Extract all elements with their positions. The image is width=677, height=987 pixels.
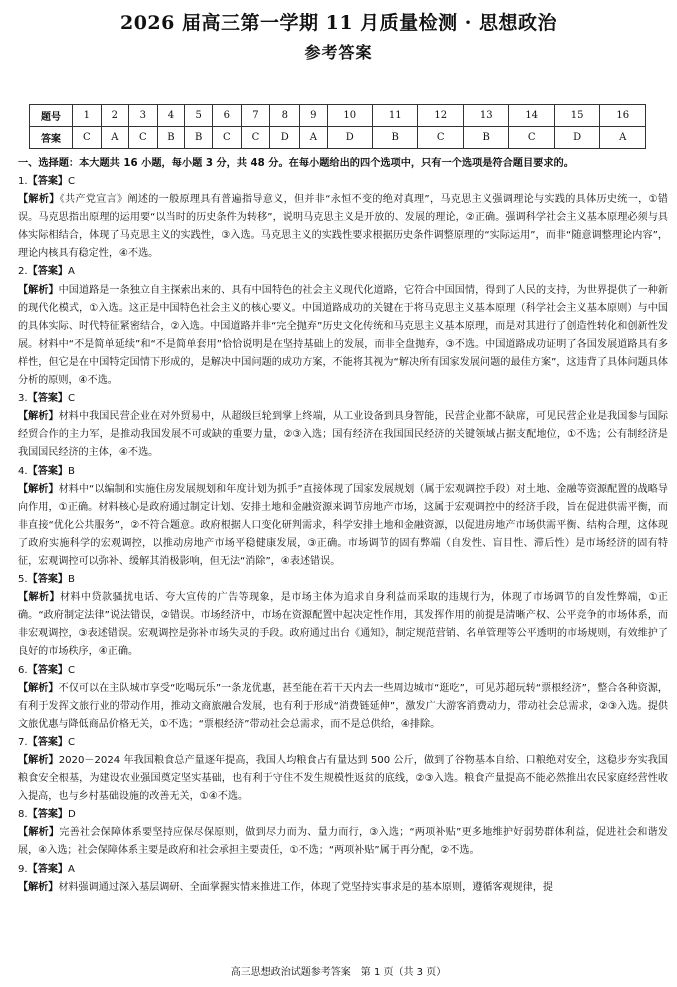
page-footer: 高三思想政治试题参考答案 第 1 页（共 3 页）: [230, 967, 447, 978]
row-label-answer: 答案: [30, 127, 73, 149]
answer-cell: A: [300, 127, 327, 149]
question-answer-line: [18, 662, 668, 680]
explanation-tag: 【解析】: [18, 411, 59, 423]
question-answer-line: [18, 390, 668, 408]
answer-letter: B: [68, 465, 75, 477]
answer-tag: 【答案】: [27, 664, 69, 676]
question-number: 4.: [18, 465, 28, 477]
answer-letter: B: [68, 574, 75, 586]
question-answer-line: [18, 173, 668, 191]
answer-cell: B: [185, 127, 213, 149]
answer-table-answer-row: [30, 127, 646, 149]
explanation-tag: 【解析】: [18, 881, 59, 893]
answer-table-number-row: [30, 105, 646, 127]
explanation-tag: 【解析】: [18, 592, 61, 604]
question-number: 7.: [18, 736, 28, 748]
explanation-tag: 【解析】: [18, 194, 60, 206]
explanation-paragraph: [18, 680, 668, 734]
answer-tag: 【答案】: [27, 465, 69, 477]
answer-cell: D: [327, 127, 372, 149]
explanation-text: 材料中“以编制和实施住房发展规划和年度计划为抓手”直接体现了国家发展规划（属于宏观调控手段）对土地、金融等资源配置的战略导向作用，①正确。材料核心是政府通过制定计划、安排土地和金融资源来调节房地产市场，这属于宏观调控中的经济手段，旨在促进供需平衡，而非直接“优化公共服务”，②不符合题意。政府根据人口变化研判需求，科学安排土地和金融资源，以促进房地产市场供需平衡、结构合理，这体现了政府实施科学的宏观调控，以推动房地产市场平稳健康发展，③正确。市场调节的固有弊端（自发性、盲目性、滞后性）是市场经济的固有特征，宏观调控可以弥补、缓解其消极影响，但无法“消除”，④表述错误。: [18, 483, 668, 567]
question-answer-line: [18, 861, 668, 879]
question-number: 1.: [18, 176, 28, 187]
explanation-paragraph: [18, 282, 668, 391]
answer-letter: A: [68, 266, 75, 278]
answer-cell: C: [73, 127, 102, 149]
explanation-tag: 【解析】: [18, 483, 59, 495]
question-answer-line: [18, 463, 668, 481]
answer-tag: 【答案】: [27, 266, 69, 278]
question-number-cell: 16: [600, 105, 646, 127]
answer-cell: B: [157, 127, 185, 149]
explanation-text: 材料中贷款骚扰电话、夸大宣传的广告等现象，是市场主体为追求自身利益而采取的违规行为，体现了市场调节的自发性弊端，①正确。“政府制定法律”说法错误，②错误。市场经济中，市场在资源配置中起决定性作用，其发挥作用的前提是清晰产权、公平竞争的市场体系，而非宏观调控，③表述错误。宏观调控是弥补市场失灵的手段。政府通过出台《通知》，制定规范营销、名单管理等公平透明的市场规则，有效维护了良好的市场秩序，④正确。: [18, 592, 669, 658]
question-list: [18, 173, 668, 897]
explanation-text: 材料中我国民营企业在对外贸易中，从超级巨轮到掌上终端，从工业设备到具身智能，民营企业都不缺席，可见民营企业是我国参与国际经贸合作的主力军，是推动我国发展不可或缺的重要力量，②③入选；国有经济在我国国民经济的关键领域占据支配地位，①不选；公有制经济是我国国民经济的主体，④不选。: [18, 411, 669, 459]
section-heading: 一、选择题：本大题共 16 小题，每小题 3 分，共 48 分。在每小题给出的四个选项中，只有一个选项是符合题目要求的。: [18, 158, 574, 169]
question-number-cell: 5: [185, 105, 213, 127]
answer-cell: C: [212, 127, 241, 149]
question-number: 9.: [18, 863, 28, 875]
answer-tag: 【答案】: [27, 393, 69, 405]
question-number-cell: 10: [327, 105, 372, 127]
question-number-cell: 14: [509, 105, 554, 127]
question-number-cell: 15: [554, 105, 599, 127]
explanation-paragraph: [18, 481, 668, 571]
answer-cell: C: [509, 127, 554, 149]
explanation-text: 材料强调通过深入基层调研、全面掌握实情来推进工作，体现了党坚持实事求是的基本原则，遵循客观规律，提: [58, 881, 553, 893]
answer-tag: 【答案】: [27, 736, 69, 748]
question-number-cell: 11: [372, 105, 417, 127]
document-subtitle: 参考答案: [304, 43, 373, 62]
question-number: 5.: [18, 574, 28, 586]
answer-cell: C: [241, 127, 270, 149]
explanation-paragraph: [18, 879, 668, 897]
answer-letter: D: [68, 809, 76, 821]
question-number: 2.: [18, 266, 28, 278]
answer-cell: C: [128, 127, 157, 149]
question-number: 3.: [18, 393, 28, 405]
answer-cell: A: [600, 127, 646, 149]
explanation-paragraph: [18, 824, 668, 860]
question-number-cell: 3: [128, 105, 157, 127]
question-number-cell: 8: [270, 105, 300, 127]
question-number-cell: 4: [157, 105, 185, 127]
explanation-tag: 【解析】: [18, 827, 60, 839]
row-label-number: 题号: [30, 105, 73, 127]
question-answer-line: [18, 806, 668, 824]
question-number-cell: 9: [300, 105, 327, 127]
answer-cell: B: [372, 127, 417, 149]
question-number-cell: 7: [241, 105, 270, 127]
explanation-text: 完善社会保障体系要坚持应保尽保原则，做到尽力而为、量力而行，③入选；“两项补贴”更多地维护好弱势群体利益，促进社会和谐发展，④入选；社会保障体系主要是政府和社会承担主要责任，①不选；“两项补贴”属于再分配，②不选。: [18, 827, 668, 857]
question-number: 6.: [18, 664, 28, 676]
question-number-cell: 6: [212, 105, 241, 127]
answer-cell: B: [463, 127, 508, 149]
question-number-cell: 2: [101, 105, 128, 127]
explanation-paragraph: [18, 752, 668, 806]
answer-tag: 【答案】: [27, 176, 69, 187]
answer-letter: C: [68, 176, 76, 187]
answer-table: [29, 104, 646, 149]
answer-letter: C: [68, 664, 76, 676]
question-answer-line: [18, 571, 668, 589]
answer-cell: D: [270, 127, 300, 149]
document-title: 2026 届高三第一学期 11 月质量检测 · 思想政治: [119, 12, 557, 34]
explanation-paragraph: [18, 408, 668, 462]
answer-letter: C: [68, 393, 76, 405]
question-number-cell: 1: [73, 105, 102, 127]
explanation-tag: 【解析】: [18, 755, 59, 766]
question-number: 8.: [18, 809, 28, 821]
question-number-cell: 12: [418, 105, 463, 127]
explanation-paragraph: [18, 191, 668, 263]
explanation-tag: 【解析】: [18, 682, 59, 694]
explanation-text: 2020－2024 年我国粮食总产量逐年提高，我国人均粮食占有量达到 500 公斤，做到了谷物基本自给、口粮绝对安全，这稳步夯实我国粮食安全根基，为建设农业强国奠定坚实基础，也有利于守住不发生规模性返贫的底线，②③入选。粮食产量提高不能必然推出农民家庭经营性收入提高，也与乡村基础设施的改善无关，①④不选。: [18, 755, 669, 803]
explanation-tag: 【解析】: [18, 284, 59, 296]
answer-cell: A: [101, 127, 128, 149]
question-answer-line: [18, 263, 668, 281]
answer-tag: 【答案】: [27, 863, 69, 875]
question-number-cell: 13: [463, 105, 508, 127]
explanation-paragraph: [18, 589, 668, 661]
explanation-text: 不仅可以在主队城市享受“吃喝玩乐”一条龙优惠，甚至能在若干天内去一些周边城市“逛吃”，可见苏超玩转“票根经济”，整合各种资源，有利于发挥文旅行业的带动作用，推动文商旅融合发展，也有利于形成“消费链延伸”，激发广大游客消费动力，带动社会总需求，②③入选。提供文旅优惠与降低商品价格无关，①不选；“票根经济”带动社会总需求，而不是总供给，④排除。: [18, 682, 669, 730]
answer-cell: C: [418, 127, 463, 149]
answer-tag: 【答案】: [27, 574, 69, 586]
question-answer-line: [18, 734, 668, 752]
answer-letter: C: [68, 736, 76, 748]
answer-letter: A: [68, 863, 75, 875]
explanation-text: 《共产党宣言》阐述的一般原理具有普遍指导意义，但并非“永恒不变的绝对真理”，马克思主义强调理论与实践的具体历史统一，①错误。马克思指出原理的运用要“以当时的历史条件为转移”，说明马克思主义是开放的、发展的理论，②正确。强调科学社会主义基本原理必须与具体实际相结合，体现了马克思主义的实践性，③入选。马克思主义的实践性要求根据历史条件调整原理的“实际运用”，而非“随意调整理论内容”，理论内核具有稳定性，④不选。: [18, 194, 668, 260]
answer-tag: 【答案】: [27, 809, 69, 821]
answer-cell: D: [554, 127, 599, 149]
explanation-text: 中国道路是一条独立自主探索出来的、具有中国特色的社会主义现代化道路，它符合中国国情，得到了人民的支持，为世界提供了一种新的现代化模式，①入选。这正是中国特色社会主义的核心要义。中国道路成功的关键在于将马克思主义基本原理（科学社会主义基本原则）与中国的具体实际、时代特征紧密结合，②入选。中国道路并非“完全抛弃”历史文化传统和马克思主义基本原理，而是对其进行了创造性转化和创新性发展。材料中“不是简单延续”和“不是简单套用”恰恰说明是在坚持基础上的发展，而非全盘抛弃，③不选。中国道路成功证明了各国发展道路具有多样性，但它是在中国特定国情下形成的，是解决中国问题的成功方案，不能将其视为“解决所有国家发展问题的最佳方案”，这违背了具体问题具体分析的原则，④不选。: [18, 284, 669, 387]
